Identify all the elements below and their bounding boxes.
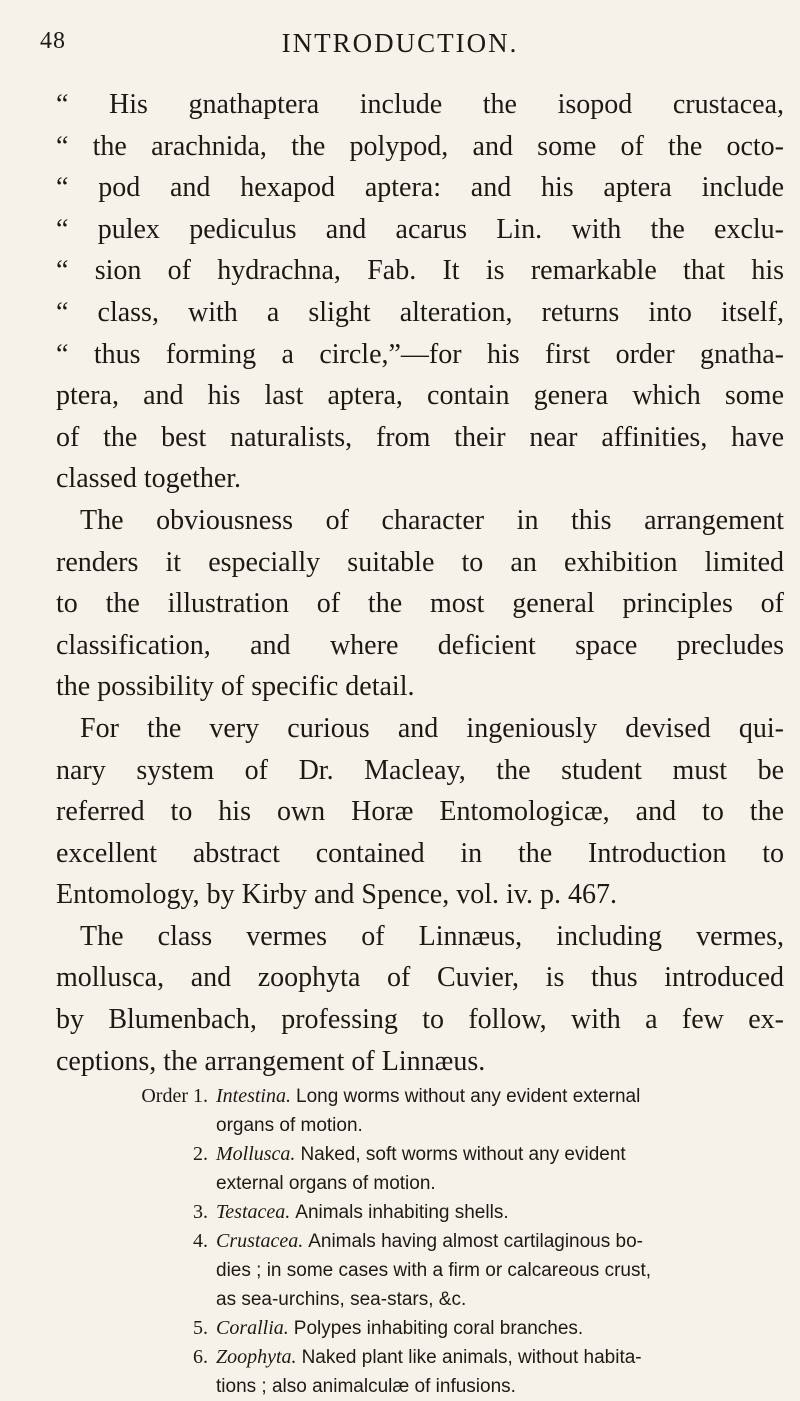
page-header — [20, 28, 780, 62]
paragraph — [56, 500, 784, 708]
order-description: Animals inhabiting shells. — [295, 1202, 509, 1223]
text-line: “ sion of hydrachna, Fab. It is remarkable that his — [56, 255, 784, 287]
text-line: ptera, and his last aptera, contain genera which some — [56, 380, 784, 412]
order-continuation: external organs of motion. — [216, 1173, 436, 1194]
text-line: renders it especially suitable to an exhibition limited — [56, 546, 784, 578]
order-name: Mollusca. — [216, 1143, 296, 1165]
paragraph — [56, 916, 784, 1082]
paragraph — [56, 708, 784, 916]
order-description: Animals having almost cartilaginous bo- — [308, 1231, 643, 1252]
text-line: The class vermes of Linnæus, including vermes, — [80, 920, 784, 952]
text-line: “ thus forming a circle,”—for his first order gnatha- — [56, 338, 784, 370]
running-head: INTRODUCTION. — [281, 28, 519, 58]
order-prefix: Order — [141, 1085, 188, 1107]
order-name: Zoophyta. — [216, 1346, 297, 1368]
order-text — [216, 1227, 774, 1256]
order-description: Polypes inhabiting coral branches. — [293, 1318, 584, 1339]
order-item — [104, 1314, 774, 1343]
order-name: Crustacea. — [216, 1230, 304, 1252]
order-number: 2. — [193, 1143, 208, 1165]
order-item — [104, 1140, 774, 1169]
order-name: Testacea. — [216, 1201, 291, 1223]
order-description: Long worms without any evident external — [296, 1086, 641, 1107]
order-name: Corallia. — [216, 1317, 289, 1339]
order-text — [216, 1198, 774, 1227]
order-text — [216, 1314, 774, 1343]
text-line: “ His gnathaptera include the isopod crustacea, — [56, 89, 784, 120]
order-item — [104, 1082, 774, 1111]
text-line: The obviousness of character in this arrangement — [80, 504, 784, 536]
text-line: “ pulex pediculus and acarus Lin. with the exclu- — [56, 213, 784, 245]
text-line: ceptions, the arrangement of Linnæus. — [56, 1045, 486, 1077]
order-item — [104, 1198, 774, 1227]
page-number: 48 — [40, 28, 66, 54]
order-continuation: as sea-urchins, sea-stars, &c. — [216, 1289, 467, 1310]
text-line: “ class, with a slight alteration, returns into itself, — [56, 296, 784, 328]
paragraph — [56, 84, 784, 500]
text-line: to the illustration of the most general principles of — [56, 588, 784, 620]
text-line: classification, and where deficient space precludes — [56, 629, 784, 661]
order-number: 1. — [193, 1085, 208, 1107]
text-line: nary system of Dr. Macleay, the student must be — [56, 754, 784, 786]
order-name: Intestina. — [216, 1085, 291, 1107]
text-line: referred to his own Horæ Entomologicæ, and to the — [56, 796, 784, 828]
text-line: Entomology, by Kirby and Spence, vol. iv. p. 467. — [56, 879, 617, 911]
text-line: classed together. — [56, 463, 242, 495]
text-line: “ pod and hexapod aptera: and his aptera include — [56, 172, 784, 204]
order-text — [216, 1082, 774, 1111]
text-line: mollusca, and zoophyta of Cuvier, is thus introduced — [56, 962, 784, 994]
order-number: 4. — [193, 1230, 208, 1252]
order-number: 6. — [193, 1346, 208, 1368]
text-line: “ the arachnida, the polypod, and some of the octo- — [56, 130, 784, 162]
order-continuation: dies ; in some cases with a firm or calcareous crust, — [216, 1260, 652, 1281]
text-line: For the very curious and ingeniously devised qui- — [80, 712, 784, 744]
text-line: excellent abstract contained in the Introduction to — [56, 837, 784, 869]
order-label — [104, 1082, 216, 1111]
order-continuation: organs of motion. — [216, 1115, 363, 1136]
order-text — [216, 1140, 774, 1169]
order-description: Naked plant like animals, without habita- — [301, 1347, 642, 1368]
order-text — [216, 1343, 774, 1372]
body-text — [56, 84, 784, 1082]
order-number: 5. — [193, 1317, 208, 1339]
order-item — [104, 1343, 774, 1372]
order-continuation: tions ; also animalculæ of infusions. — [216, 1376, 516, 1397]
order-description: Naked, soft worms without any evident — [300, 1144, 626, 1165]
text-line: by Blumenbach, professing to follow, with a few ex- — [56, 1004, 784, 1036]
order-item — [104, 1227, 774, 1256]
text-line: of the best naturalists, from their near affinities, have — [56, 421, 784, 453]
orders-list — [104, 1082, 774, 1401]
order-number: 3. — [193, 1201, 208, 1223]
text-line: the possibility of specific detail. — [56, 671, 415, 703]
